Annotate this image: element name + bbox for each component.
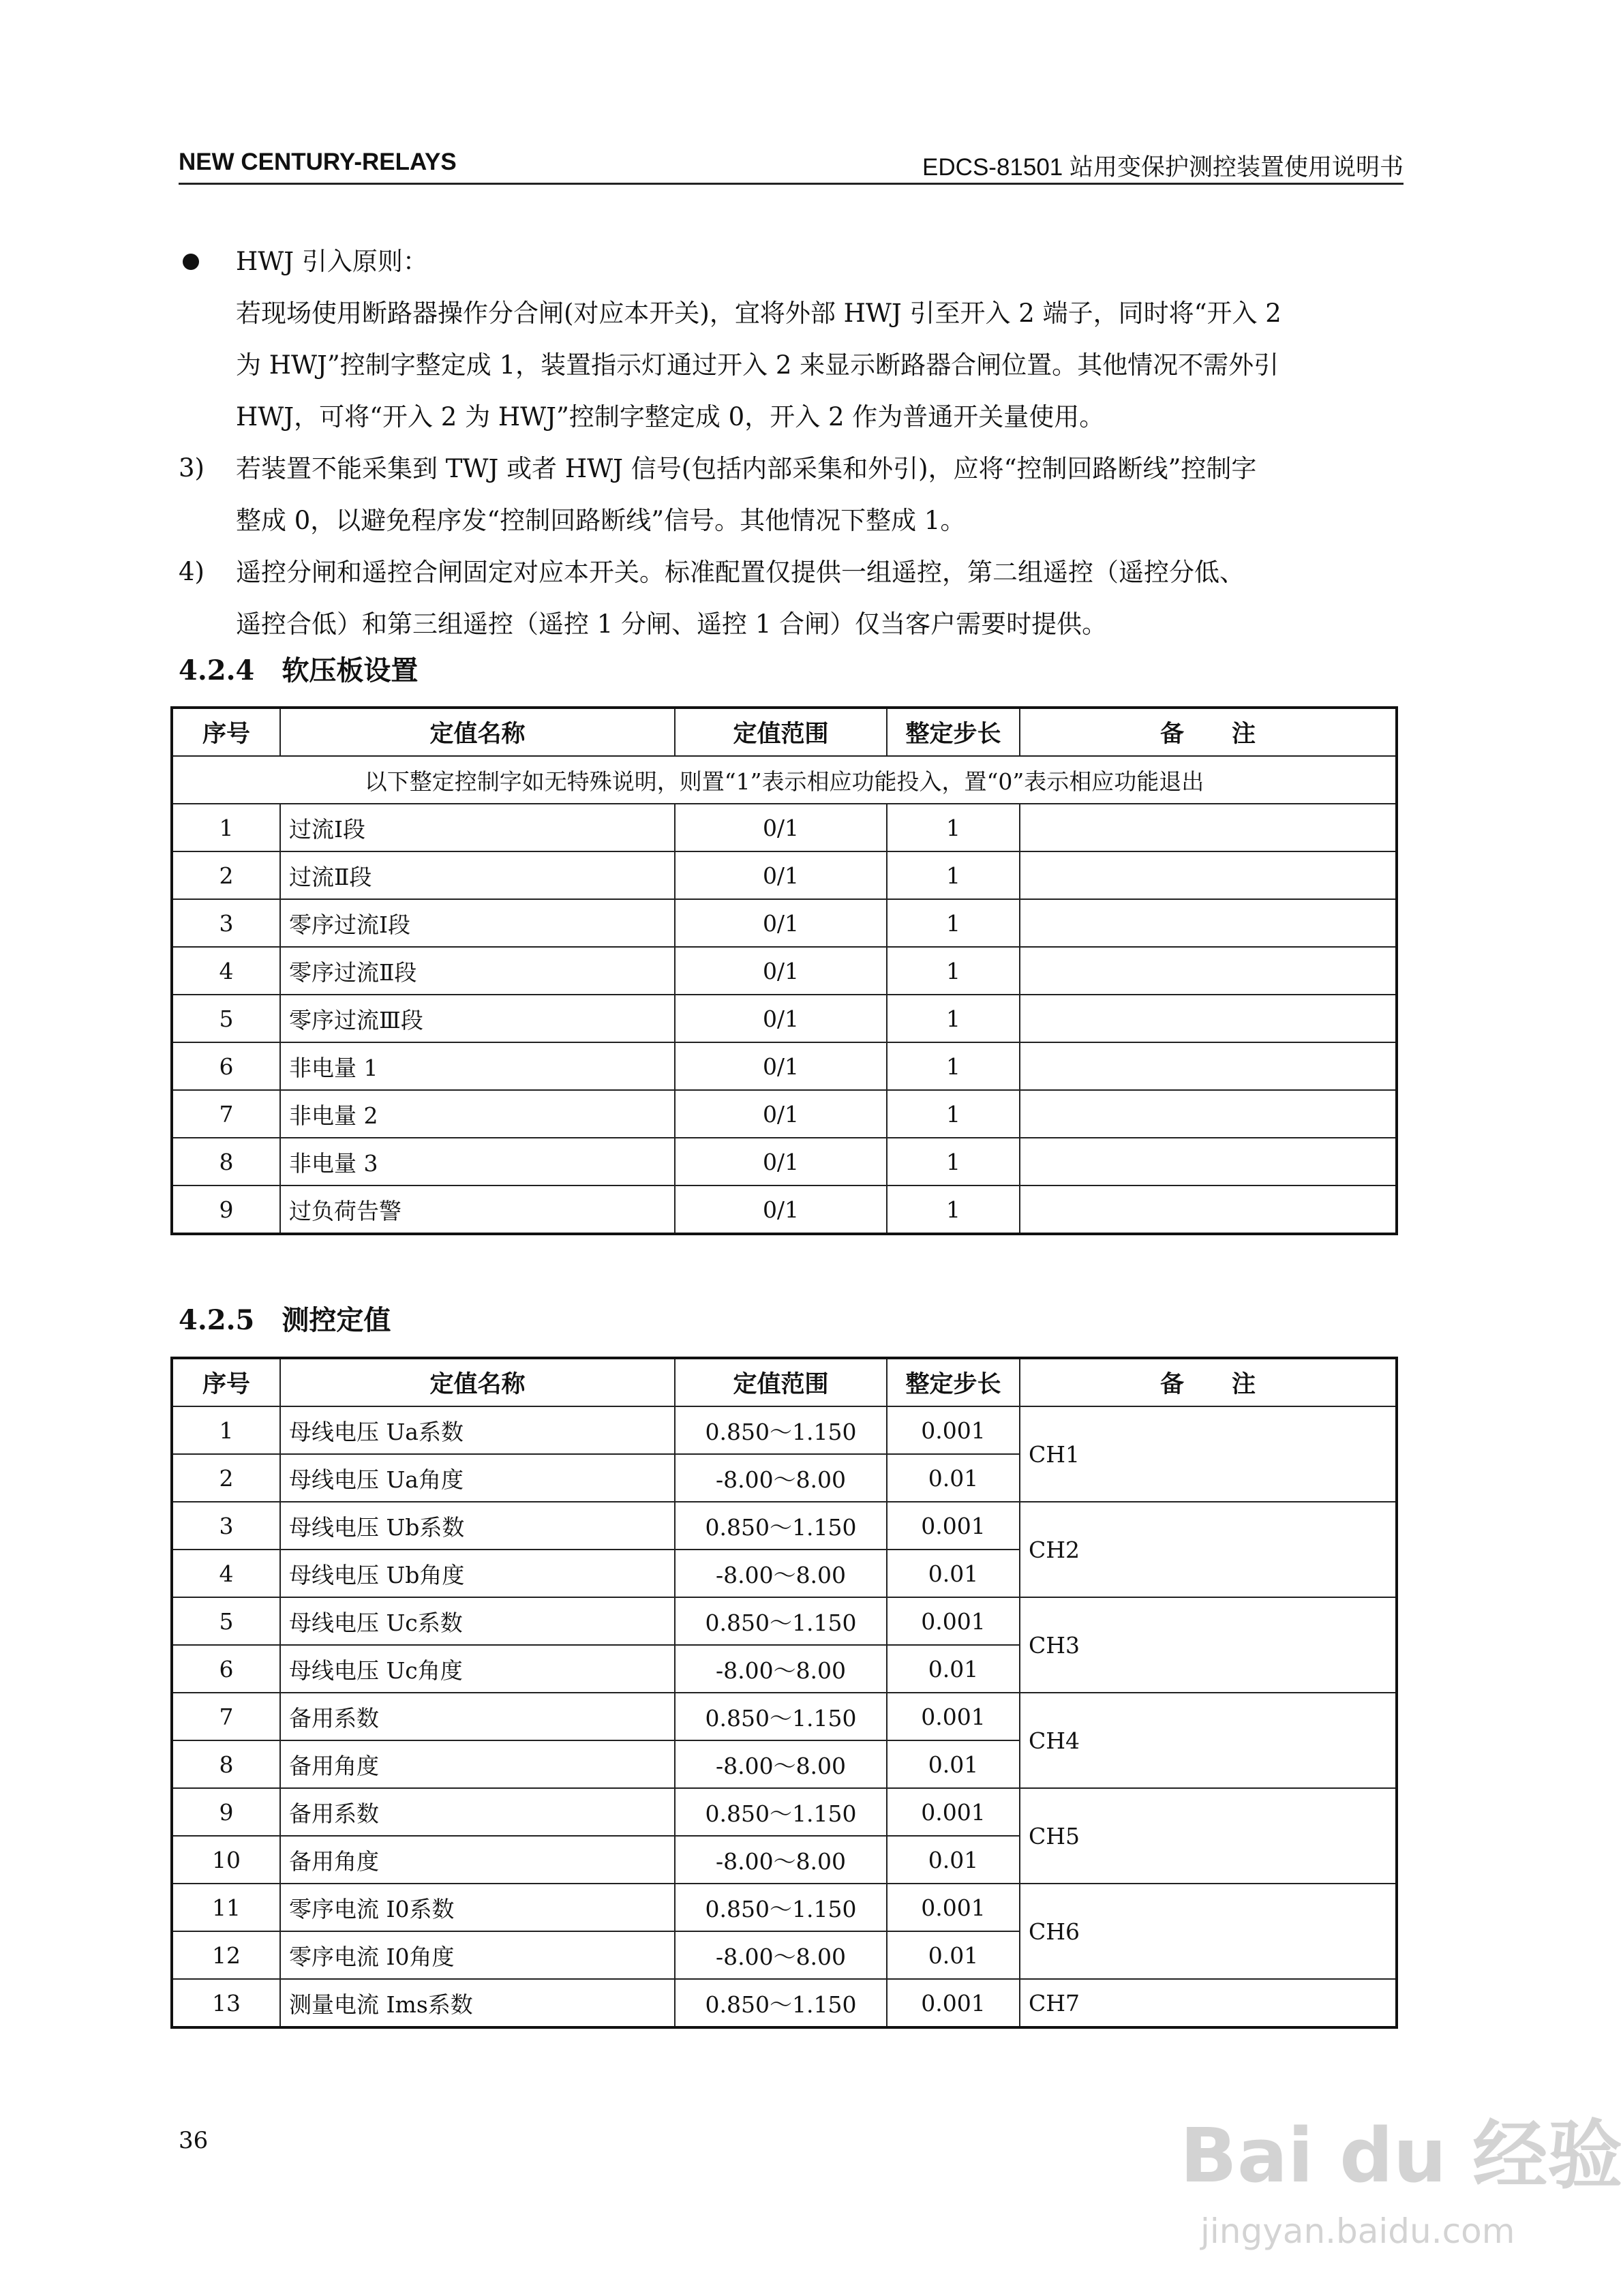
row-step: 1 [887,1042,1020,1090]
soft-plate-table [170,706,1398,1235]
table-note-row [172,756,1397,804]
row-step: 0.01 [887,1740,1020,1788]
col-header-range: 定值范围 [675,1358,887,1406]
row-remark [1020,1138,1397,1185]
row-name: 备用角度 [280,1836,675,1884]
row-range: 0/1 [675,995,887,1042]
section-425-title: 4.2.5 测控定值 [179,1304,391,1336]
row-name: 零序过流Ⅱ段 [280,947,675,995]
row-remark [1020,1185,1397,1234]
row-step: 0.001 [887,1693,1020,1740]
col-header-range: 定值范围 [675,708,887,756]
item-4-line-2: 遥控合低）和第三组遥控（遥控 1 分闸、遥控 1 合闸）仅当客户需要时提供。 [236,609,1108,639]
row-remark-ch7: CH7 [1020,1979,1397,2027]
row-no: 3 [172,1502,280,1550]
table-row [172,1042,1397,1090]
row-remark-ch3: CH3 [1020,1597,1397,1693]
row-no: 4 [172,1550,280,1597]
row-step: 1 [887,1090,1020,1138]
bullet-icon [183,254,199,270]
hwj-line-2: 为 HWJ”控制字整定成 1，装置指示灯通过开入 2 来显示断路器合闸位置。其他情况不需外引 [236,350,1279,380]
row-range: -8.00～8.00 [675,1645,887,1693]
row-no: 8 [172,1138,280,1185]
row-step: 0.001 [887,1788,1020,1836]
row-step: 1 [887,804,1020,851]
row-no: 5 [172,1597,280,1645]
row-name: 非电量 1 [280,1042,675,1090]
row-range: 0.850～1.150 [675,1597,887,1645]
row-range: 0/1 [675,804,887,851]
row-no: 4 [172,947,280,995]
row-range: -8.00～8.00 [675,1550,887,1597]
row-name: 非电量 3 [280,1138,675,1185]
row-step: 0.001 [887,1884,1020,1931]
row-step: 0.01 [887,1645,1020,1693]
table-header-row [172,1358,1397,1406]
row-remark-ch6: CH6 [1020,1884,1397,1979]
col-header-name: 定值名称 [280,1358,675,1406]
table-row [172,995,1397,1042]
item-4-num: 4) [179,557,204,586]
table-row [172,851,1397,899]
row-remark [1020,995,1397,1042]
row-no: 2 [172,1454,280,1502]
row-step: 1 [887,899,1020,947]
row-range: 0/1 [675,899,887,947]
row-name: 非电量 2 [280,1090,675,1138]
row-step: 1 [887,1138,1020,1185]
row-name: 测量电流 Ims系数 [280,1979,675,2027]
table-row [172,1090,1397,1138]
row-step: 0.001 [887,1597,1020,1645]
row-no: 6 [172,1645,280,1693]
col-header-remark: 备 注 [1020,708,1397,756]
hwj-line-1: 若现场使用断路器操作分合闸(对应本开关)，宜将外部 HWJ 引至开入 2 端子，同时将“开入 2 [236,299,1281,328]
row-no: 1 [172,804,280,851]
col-header-step: 整定步长 [887,1358,1020,1406]
row-step: 0.01 [887,1550,1020,1597]
table-row [172,947,1397,995]
row-no: 7 [172,1693,280,1740]
row-range: 0/1 [675,1090,887,1138]
row-no: 5 [172,995,280,1042]
row-range: -8.00～8.00 [675,1454,887,1502]
hwj-line-3: HWJ，可将“开入 2 为 HWJ”控制字整定成 0，开入 2 作为普通开关量使用。 [236,402,1105,432]
row-remark [1020,1090,1397,1138]
row-name: 过流Ⅰ段 [280,804,675,851]
row-no: 13 [172,1979,280,2027]
row-no: 10 [172,1836,280,1884]
header-rule [179,183,1404,185]
table-row [172,1979,1397,2027]
item-3-line-2: 整成 0，以避免程序发“控制回路断线”信号。其他情况下整成 1。 [236,506,966,535]
table-row [172,1185,1397,1234]
row-remark [1020,804,1397,851]
row-name: 母线电压 Ua系数 [280,1406,675,1454]
row-no: 6 [172,1042,280,1090]
row-no: 9 [172,1185,280,1234]
col-header-no: 序号 [172,1358,280,1406]
table-row [172,1884,1397,1931]
row-no: 2 [172,851,280,899]
col-header-name: 定值名称 [280,708,675,756]
row-name: 母线电压 Uc系数 [280,1597,675,1645]
row-name: 母线电压 Ub系数 [280,1502,675,1550]
table-header-row [172,708,1397,756]
page-number: 36 [179,2127,209,2154]
table-row [172,899,1397,947]
row-step: 1 [887,1185,1020,1234]
row-name: 备用系数 [280,1693,675,1740]
row-step: 1 [887,995,1020,1042]
row-no: 7 [172,1090,280,1138]
row-step: 1 [887,947,1020,995]
row-remark-ch5: CH5 [1020,1788,1397,1884]
row-name: 母线电压 Ua角度 [280,1454,675,1502]
table-row [172,804,1397,851]
row-range: 0.850～1.150 [675,1406,887,1454]
table-note: 以下整定控制字如无特殊说明，则置“1”表示相应功能投入，置“0”表示相应功能退出 [172,756,1397,804]
table-row [172,1597,1397,1645]
row-remark-ch2: CH2 [1020,1502,1397,1597]
row-remark [1020,947,1397,995]
row-name: 零序电流 I0角度 [280,1931,675,1979]
header-left: NEW CENTURY-RELAYS [179,149,457,175]
row-name: 母线电压 Uc角度 [280,1645,675,1693]
row-range: -8.00～8.00 [675,1931,887,1979]
measure-control-table [170,1357,1398,2029]
row-remark [1020,851,1397,899]
row-step: 0.001 [887,1406,1020,1454]
watermark-brand: Bai du 经验 [1180,2112,1623,2199]
row-name: 备用系数 [280,1788,675,1836]
row-remark [1020,899,1397,947]
header-right: EDCS-81501 站用变保护测控装置使用说明书 [922,154,1404,181]
row-name: 备用角度 [280,1740,675,1788]
row-no: 12 [172,1931,280,1979]
table-row [172,1138,1397,1185]
row-remark-ch1: CH1 [1020,1406,1397,1502]
table-row [172,1502,1397,1550]
row-step: 1 [887,851,1020,899]
row-name: 过负荷告警 [280,1185,675,1234]
table-row [172,1788,1397,1836]
row-remark [1020,1042,1397,1090]
row-step: 0.001 [887,1502,1020,1550]
item-4-line-1: 遥控分闸和遥控合闸固定对应本开关。标准配置仅提供一组遥控，第二组遥控（遥控分低、 [236,558,1245,587]
row-no: 3 [172,899,280,947]
row-step: 0.01 [887,1454,1020,1502]
row-range: 0.850～1.150 [675,1502,887,1550]
row-name: 过流Ⅱ段 [280,851,675,899]
item-3-line-1: 若装置不能采集到 TWJ 或者 HWJ 信号(包括内部采集和外引)，应将“控制回路断线”控制字 [236,454,1257,483]
row-no: 11 [172,1884,280,1931]
row-range: 0/1 [675,1185,887,1234]
row-range: 0/1 [675,851,887,899]
row-range: -8.00～8.00 [675,1836,887,1884]
row-range: 0.850～1.150 [675,1693,887,1740]
hwj-title: HWJ 引入原则： [236,247,428,276]
row-step: 0.01 [887,1836,1020,1884]
row-range: 0.850～1.150 [675,1884,887,1931]
row-range: 0/1 [675,1138,887,1185]
col-header-no: 序号 [172,708,280,756]
row-no: 8 [172,1740,280,1788]
row-range: 0/1 [675,1042,887,1090]
col-header-remark: 备 注 [1020,1358,1397,1406]
row-name: 零序过流Ⅲ段 [280,995,675,1042]
table-row [172,1406,1397,1454]
row-range: -8.00～8.00 [675,1740,887,1788]
baidu-watermark-logo [1173,2086,1623,2270]
item-3-num: 3) [179,453,204,483]
section-424-title: 4.2.4 软压板设置 [179,654,419,686]
table-row [172,1693,1397,1740]
row-no: 9 [172,1788,280,1836]
row-name: 母线电压 Ub角度 [280,1550,675,1597]
row-step: 0.001 [887,1979,1020,2027]
col-header-step: 整定步长 [887,708,1020,756]
row-range: 0.850～1.150 [675,1788,887,1836]
row-range: 0.850～1.150 [675,1979,887,2027]
row-remark-ch4: CH4 [1020,1693,1397,1788]
row-name: 零序电流 I0系数 [280,1884,675,1931]
row-no: 1 [172,1406,280,1454]
watermark-url: jingyan.baidu.com [1200,2211,1515,2251]
row-name: 零序过流Ⅰ段 [280,899,675,947]
row-range: 0/1 [675,947,887,995]
row-step: 0.01 [887,1931,1020,1979]
